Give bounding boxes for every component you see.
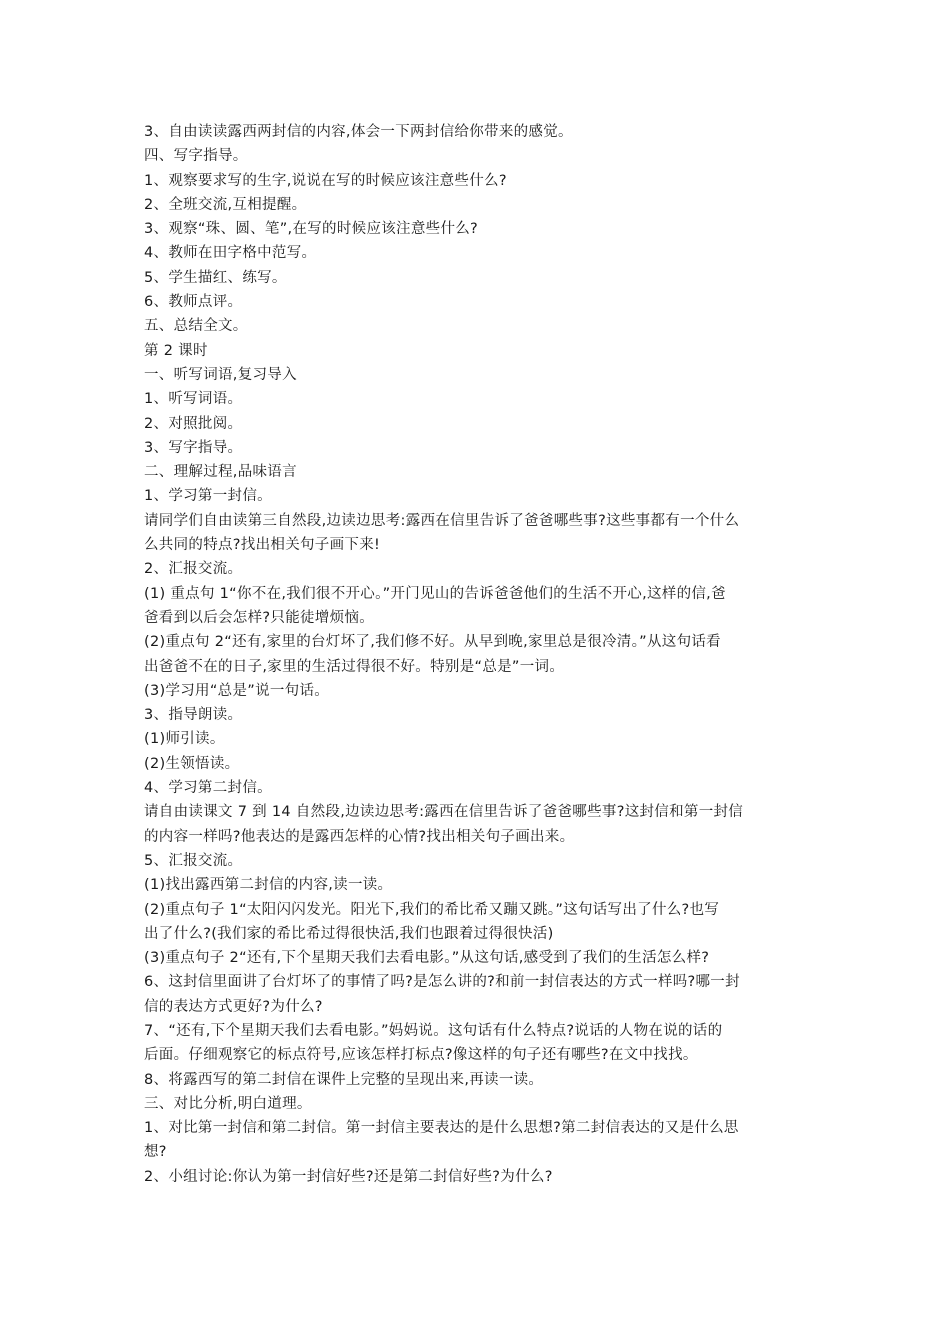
text-line: (1) 重点句 1“你不在,我们很不开心。”开门见山的告诉爸爸他们的生活不开心,这样的信,爸 — [144, 585, 726, 602]
text-line: 出爸爸不在的日子,家里的生活过得很不好。特别是“总是”一词。 — [144, 658, 565, 675]
section-heading: 四、写字指导。 — [144, 148, 248, 165]
text-line: 1、观察要求写的生字,说说在写的时候应该注意些什么? — [144, 172, 507, 189]
text-line: 4、教师在田字格中范写。 — [144, 245, 317, 262]
text-line: (3)重点句子 2“还有,下个星期天我们去看电影。”从这句话,感受到了我们的生活怎么样? — [144, 950, 710, 967]
section-heading: 一、听写词语,复习导入 — [144, 366, 297, 383]
text-line: 7、“还有,下个星期天我们去看电影。”妈妈说。这句话有什么特点?说话的人物在说的话的 — [144, 1022, 723, 1039]
text-line: 信的表达方式更好?为什么? — [144, 998, 323, 1015]
text-line: 2、小组讨论:你认为第一封信好些?还是第二封信好些?为什么? — [144, 1168, 553, 1185]
text-line: 后面。仔细观察它的标点符号,应该怎样打标点?像这样的句子还有哪些?在文中找找。 — [144, 1047, 698, 1064]
text-line: 请自由读课文 7 到 14 自然段,边读边思考:露西在信里告诉了爸爸哪些事?这封信和第一封信 — [144, 804, 744, 821]
text-line: 5、汇报交流。 — [144, 852, 243, 869]
text-line: 爸看到以后会怎样?只能徒增烦恼。 — [144, 609, 374, 626]
text-line: 8、将露西写的第二封信在课件上完整的呈现出来,再读一读。 — [144, 1071, 544, 1088]
text-line: 4、学习第二封信。 — [144, 780, 272, 797]
text-line: 5、学生描红、练写。 — [144, 269, 287, 286]
text-line: 2、对照批阅。 — [144, 415, 243, 432]
text-line: 1、对比第一封信和第二封信。第一封信主要表达的是什么思想?第二封信表达的又是什么思 — [144, 1120, 739, 1137]
text-line: 么共同的特点?找出相关句子画下来! — [144, 537, 381, 554]
text-line: (2)生领悟读。 — [144, 755, 240, 772]
text-line: 3、自由读读露西两封信的内容,体会一下两封信给你带来的感觉。 — [144, 124, 573, 140]
text-line: 6、教师点评。 — [144, 294, 243, 311]
text-line: (2)重点句子 1“太阳闪闪发光。阳光下,我们的希比希又蹦又跳。”这句话写出了什么?也写 — [144, 901, 720, 918]
text-line: 2、汇报交流。 — [144, 561, 243, 578]
text-line: 1、听写词语。 — [144, 391, 243, 408]
text-line: (1)师引读。 — [144, 731, 225, 748]
text-line: 的内容一样吗?他表达的是露西怎样的心情?找出相关句子画出来。 — [144, 828, 575, 845]
text-line: (3)学习用“总是”说一句话。 — [144, 682, 330, 699]
section-heading: 五、总结全文。 — [144, 318, 248, 335]
text-line: 请同学们自由读第三自然段,边读边思考:露西在信里告诉了爸爸哪些事?这些事都有一个什么 — [144, 512, 740, 529]
section-heading: 三、对比分析,明白道理。 — [144, 1095, 312, 1112]
text-line: 1、学习第一封信。 — [144, 488, 272, 505]
text-line: 3、指导朗读。 — [144, 707, 243, 724]
text-line: 出了什么?(我们家的希比希过得很快活,我们也跟着过得很快活) — [144, 925, 554, 942]
text-line: 2、全班交流,互相提醒。 — [144, 196, 307, 213]
section-heading: 二、理解过程,品味语言 — [144, 464, 297, 481]
lesson-heading: 第 2 课时 — [144, 342, 208, 359]
text-line: 3、观察“珠、圆、笔”,在写的时候应该注意些什么? — [144, 221, 479, 238]
text-line: (2)重点句 2“还有,家里的台灯坏了,我们修不好。从早到晚,家里总是很冷清。”从这句话看 — [144, 634, 721, 651]
document-body — [144, 120, 810, 1189]
text-line: 想? — [144, 1144, 167, 1161]
text-line: (1)找出露西第二封信的内容,读一读。 — [144, 877, 393, 894]
text-line: 3、写字指导。 — [144, 439, 243, 456]
text-line: 6、这封信里面讲了台灯坏了的事情了吗?是怎么讲的?和前一封信表达的方式一样吗?哪一封 — [144, 974, 740, 991]
